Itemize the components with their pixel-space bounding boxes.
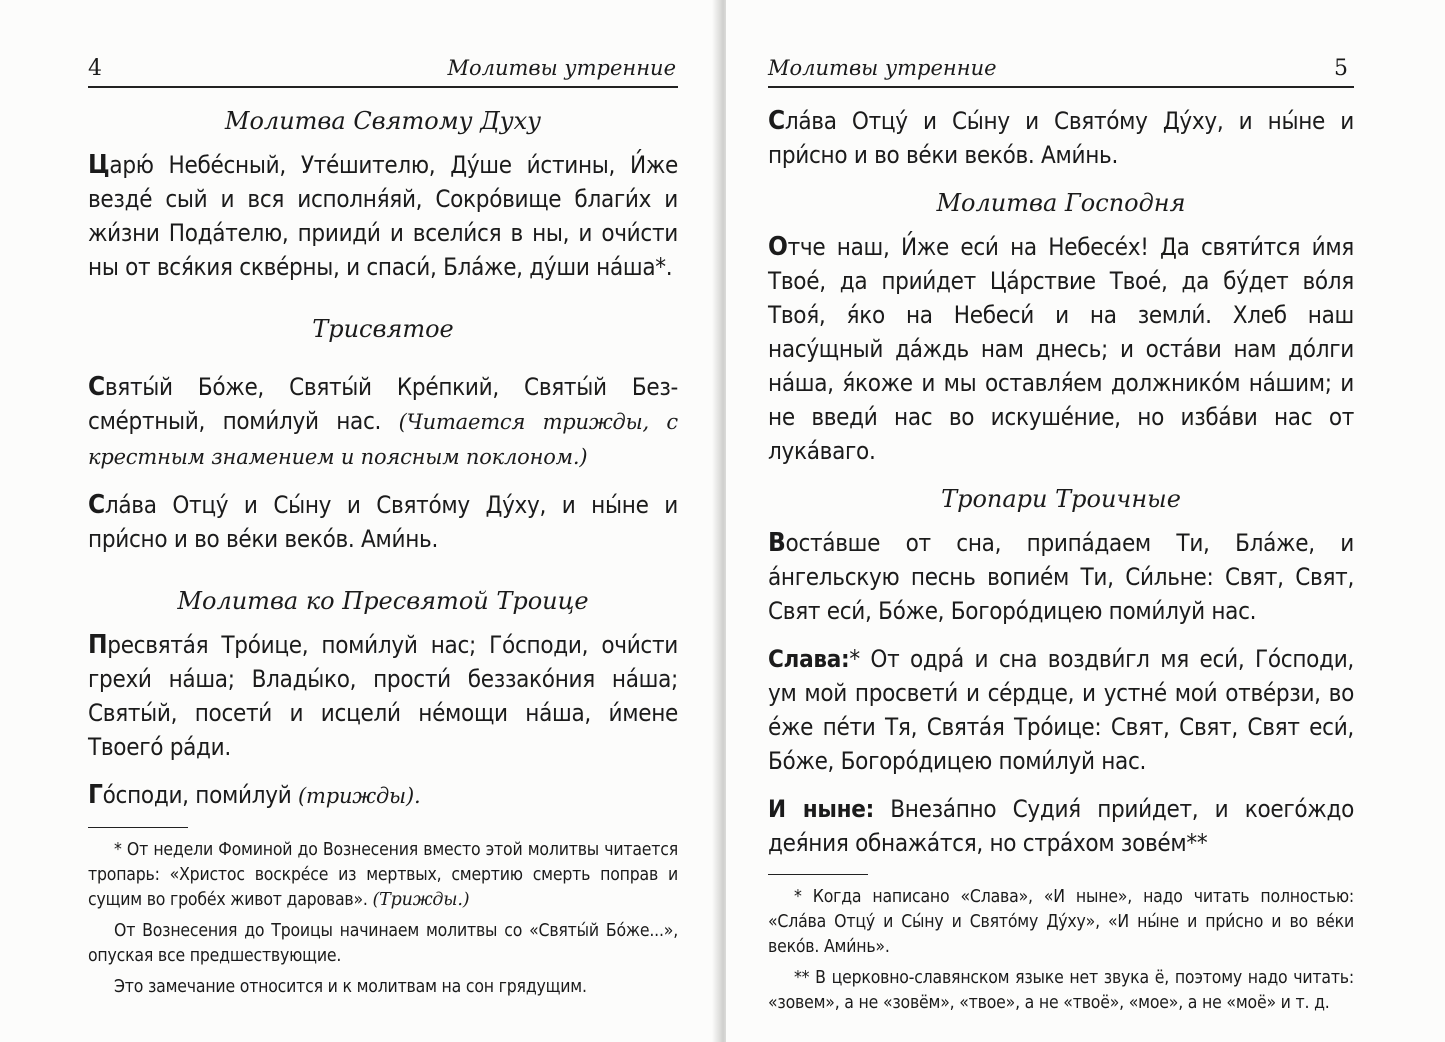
drop-initial: О: [768, 232, 788, 262]
heading-trisagion: Трисвятое: [312, 315, 454, 343]
prayer-text: ла́ва Отцу́ и Сы́ну и Свято́му Ду́ху, и ны́не и при́сно и во ве́ки веко́в. Ами́нь.: [88, 491, 678, 553]
heading-trinity-troparia: Тропари Троичные: [941, 485, 1181, 513]
footnote-1: * От недели Фоминой до Вознесения вместо этой молитвы читается тропарь: «Христос воскре́се из мертвых, смертию смерть поправ и сущим во гробе́х живот даровав». (Трижды.): [88, 840, 678, 910]
troparion-now: [768, 792, 1354, 860]
drop-initial: Ц: [88, 150, 110, 180]
drop-initial: В: [768, 528, 786, 558]
left-content: [88, 104, 678, 1006]
drop-initial: С: [88, 372, 105, 402]
right-page-number: 5: [1334, 56, 1348, 81]
prayer-our-father: [768, 230, 1354, 468]
drop-initial: Г: [88, 780, 103, 810]
drop-initial: С: [88, 490, 105, 520]
footnote-rubric: (Трижды.): [372, 890, 470, 910]
prayer-text: Внеза́пно Судия́ прии́дет, и коего́ждо дея́ния обнажа́тся, но стра́хом зове́м**: [768, 795, 1354, 857]
prayer-text: ресвята́я Тро́ице, поми́луй нас; Го́споди, очи́сти грехи́ на́ша; Влады́ко, прости́ беззако́ния на́ша; Святы́й, посети́ и исцели́ не́мощи на́ша, и́мене Твоего́ ра́ди.: [88, 631, 678, 761]
footnote-2: ** В церковно-славянском языке нет звука ё, поэтому надо читать: «зовем», а не «зовём», «твое», а не «твоё», «мое», а не «моё» и т. д.: [768, 968, 1354, 1013]
footnote-divider: [88, 827, 188, 828]
troparion-glory: [768, 642, 1354, 778]
left-header: [88, 54, 678, 88]
prayer-text: ла́ва Отцу́ и Сы́ну и Свято́му Ду́ху, и ны́не и при́сно и во ве́ки веко́в. Ами́нь.: [768, 107, 1354, 169]
prayer-text: тче наш, И́же еси́ на Небесе́х! Да святи́тся и́мя Твое́, да прии́дет Ца́рствие Твое́, да бу́дет во́ля Твоя́, я́ко на Небеси́ и на земли́. Хлеб наш насу́щный да́ждь нам днесь; и оста́ви нам до́лги на́ша, я́коже и мы оставля́ем должнико́м на́шим; и не введи́ нас во искуше́ние, но изба́ви нас от лука́ваго.: [768, 233, 1354, 465]
prayer-glory: [88, 488, 678, 556]
rubric-note: (трижды).: [298, 784, 421, 808]
footnote-divider: [768, 874, 868, 875]
lead-word: И ныне:: [768, 795, 874, 823]
prayer-trisagion: [88, 370, 678, 474]
heading-lords-prayer: Молитва Господня: [936, 189, 1186, 217]
lead-word: Слава:: [768, 645, 850, 673]
drop-initial: П: [88, 630, 108, 660]
heading-holy-trinity: Молитва ко Пресвятой Троице: [177, 587, 589, 615]
rubric-note: (Читается трижды, с крестным знамением и поясным поклоном.): [88, 410, 678, 469]
right-running-title: Молитвы утренние: [768, 56, 997, 80]
right-content: [768, 104, 1354, 1022]
prayer-text: о́споди, поми́луй: [102, 781, 292, 809]
prayer-glory: [768, 104, 1354, 172]
prayer-lord-have-mercy: [88, 778, 678, 813]
prayer-text: оста́вше от сна, припа́даем Ти, Бла́же, и а́нгельскую песнь вопие́м Ти, Си́льне: Свят, Свят, Свят еси́, Бо́же, Богоро́дицею поми́луй нас.: [768, 529, 1354, 625]
footnote-2: От Вознесения до Троицы начинаем молитвы со «Святы́й Бо́же...», опуская все предшествующие.: [88, 921, 678, 966]
heading-holy-spirit: Молитва Святому Духу: [224, 107, 542, 135]
left-page-number: 4: [88, 56, 102, 81]
prayer-text: арю́ Небе́сный, Уте́шителю, Ду́ше и́стины, И́же везде́ сый и вся исполня́яй, Сокро́вище благи́х и жи́зни Пода́телю, прииди́ и всели́ся в ны, и очи́сти ны от вся́кия скве́рны, и спаси́, Бла́же, ду́ши на́ша*.: [88, 151, 678, 281]
prayer-holy-spirit: [88, 148, 678, 284]
footnote-3: Это замечание относится и к молитвам на сон грядущим.: [114, 977, 587, 997]
right-header: [768, 54, 1354, 88]
footnote-1: * Когда написано «Слава», «И ныне», надо читать полностью: «Сла́ва Отцу́ и Сы́ну и Свято́му Ду́ху», «И ны́не и при́сно и во ве́ки веко́в. Ами́нь».: [768, 887, 1354, 957]
troparion-1: [768, 526, 1354, 628]
prayer-text: * От одра́ и сна воздви́гл мя еси́, Го́споди, ум мой просвети́ и се́рдце, и устне́ мои́ отве́рзи, во е́же пе́ти Тя, Свята́я Тро́ице: Свят, Свят, Свят еси́, Бо́же, Богоро́дицею поми́луй нас.: [768, 645, 1354, 775]
prayer-holy-trinity: [88, 628, 678, 764]
drop-initial: С: [768, 106, 785, 136]
right-page: [726, 0, 1445, 1042]
left-page: [0, 0, 716, 1042]
left-running-title: Молитвы утренние: [447, 56, 676, 80]
prayer-text: вяты́й Бо́же, Святы́й Кре́пкий, Святы́й Без-сме́ртный, поми́луй нас.: [88, 373, 678, 435]
